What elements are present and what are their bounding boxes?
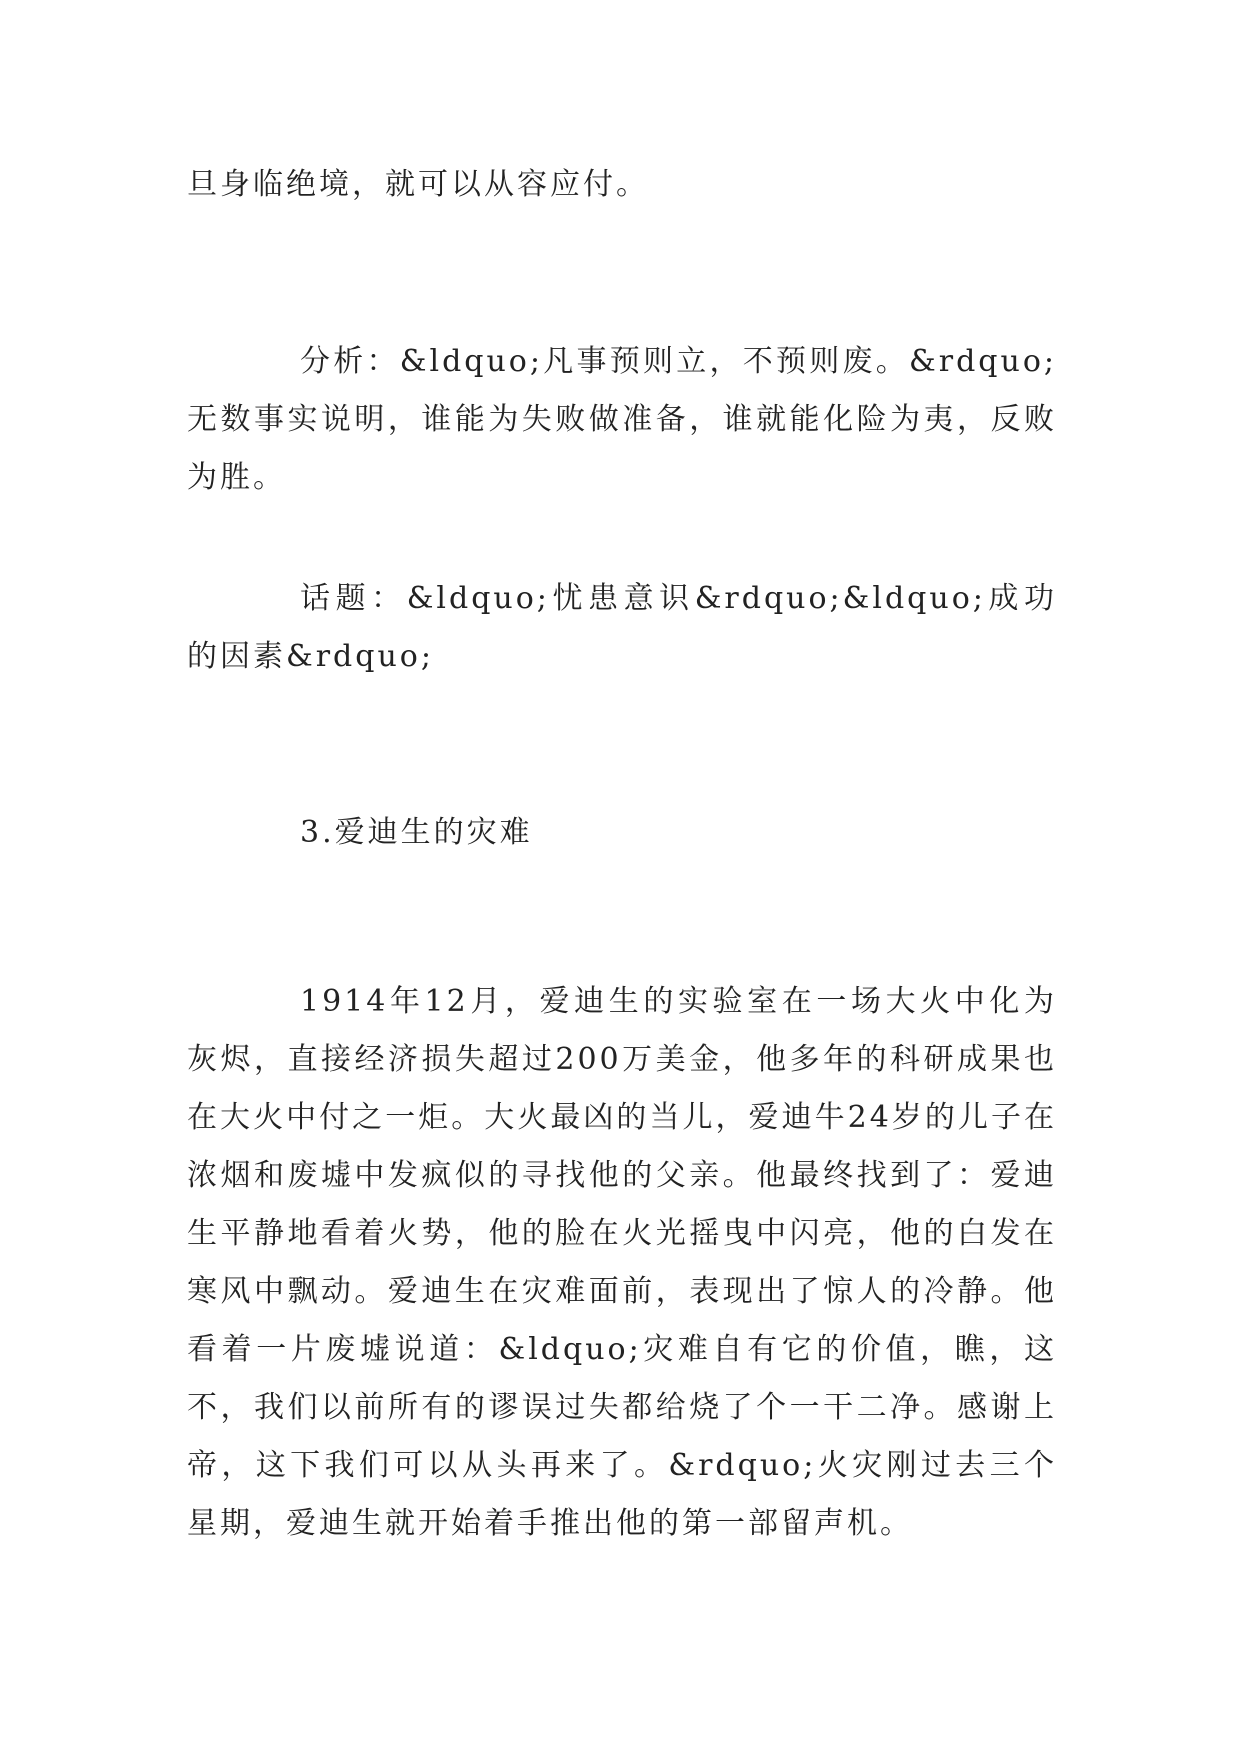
paragraph-continuation: 旦身临绝境，就可以从容应付。 xyxy=(187,167,649,202)
paragraph-story: 1914年12月，爱迪生的实验室在一场大火中化为灰烬，直接经济损失超过200万美金，他多年的科研成果也在大火中付之一炬。大火最凶的当儿，爱迪牛24岁的儿子在浓烟和废墟中发疯似的寻找他的父亲。他最终找到了：爱迪生平静地看着火势，他的脸在火光摇曳中闪亮，他的白发在寒风中飘动。爱迪生在灾难面前，表现出了惊人的冷静。他看着一片废墟说道：&ldquo;灾难自有它的价值，瞧，这不，我们以前所有的谬误过失都给烧了个一干二净。感谢上帝，这下我们可以从头再来了。&rdquo;火灾刚过去三个星期，爱迪生就开始着手推出他的第一部留声机。 xyxy=(187,984,1057,1541)
section-heading: 3.爱迪生的灾难 xyxy=(300,815,533,850)
paragraph-analysis: 分析：&ldquo;凡事预则立，不预则废。&rdquo;无数事实说明，谁能为失败做准备，谁就能化险为夷，反败为胜。 xyxy=(187,344,1057,495)
paragraph-topic: 话题：&ldquo;忧患意识&rdquo;&ldquo;成功的因素&rdquo; xyxy=(187,581,1057,674)
